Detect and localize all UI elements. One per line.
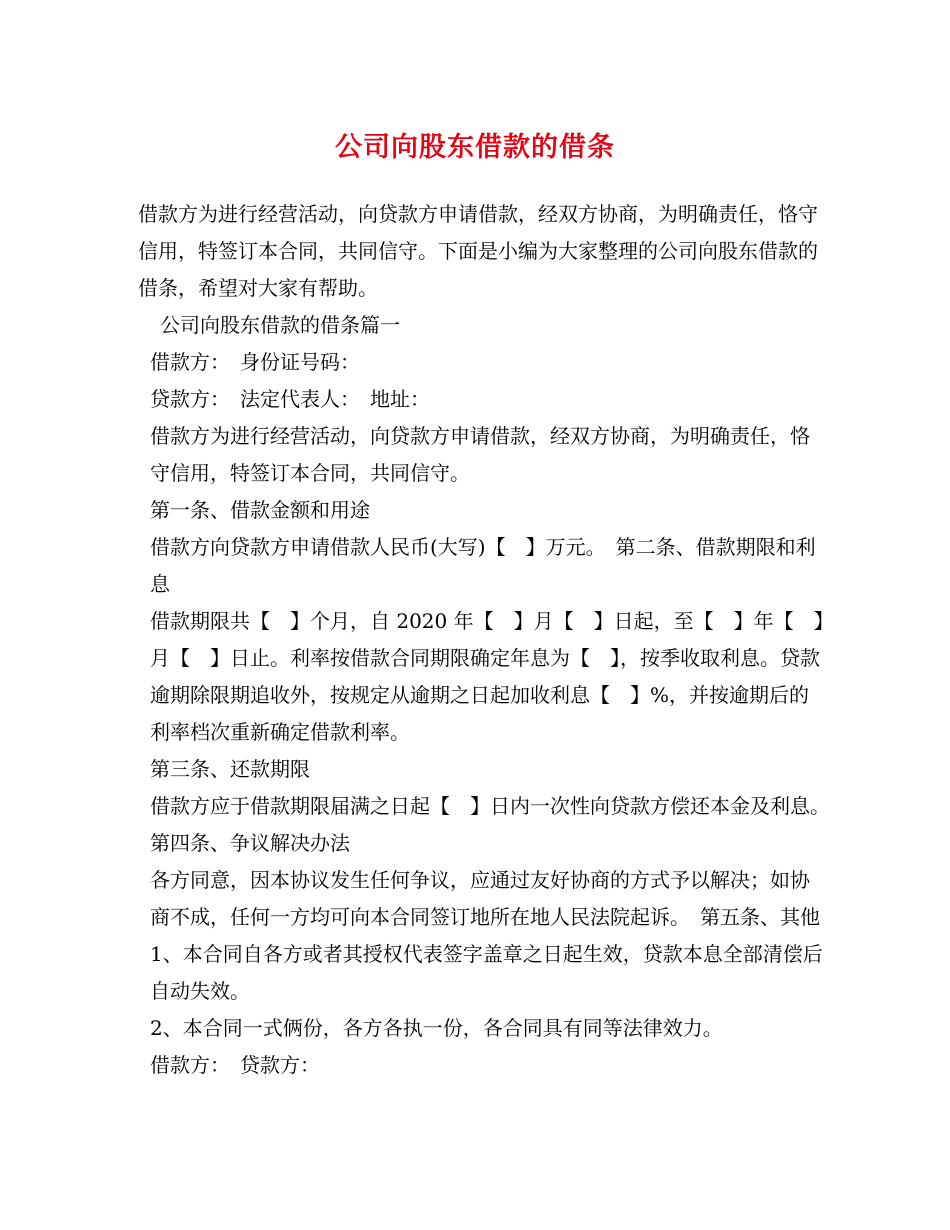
article-two-body: 借款期限共【 】个月，自 2020 年【 】月【 】日起，至【 】年【 】月【 】日止。利率按借款合同期限确定年息为【 】，按季收取利息。贷款逾期除限期追收外，按规定从逾期之日起加收利息【 】%，并按逾期后的利率档次重新确定借款利率。 [150,609,824,744]
section-heading-part-one: 公司向股东借款的借条篇一 [160,313,400,337]
document-body [138,196,840,1084]
article-three-heading: 第三条、还款期限 [150,757,310,781]
contract-preamble: 借款方为进行经营活动，向贷款方申请借款，经双方协商，为明确责任，恪守信用，特签订本合同，共同信守。 [150,424,810,485]
borrower-id-line: 借款方： 身份证号码： [150,350,360,374]
article-three-body: 借款方应于借款期限届满之日起【 】日内一次性向贷款方偿还本金及利息。 第四条、争议解决办法 [150,794,840,855]
article-four-body: 各方同意，因本协议发生任何争议，应通过友好协商的方式予以解决；如协商不成，任何一方均可向本合同签订地所在地人民法院起诉。 第五条、其他 [150,868,820,929]
article-one-heading: 第一条、借款金额和用途 [150,498,370,522]
intro-paragraph: 借款方为进行经营活动，向贷款方申请借款，经双方协商，为明确责任，恪守信用，特签订本合同，共同信守。下面是小编为大家整理的公司向股东借款的借条，希望对大家有帮助。 [138,202,818,300]
document-title: 公司向股东借款的借条 [335,132,615,163]
lender-info-line: 贷款方： 法定代表人： 地址： [150,387,430,411]
article-five-clause-one: 1、本合同自各方或者其授权代表签字盖章之日起生效，贷款本息全部清偿后自动失效。 [150,942,823,1003]
article-five-clause-two: 2、本合同一式俩份，各方各执一份，各合同具有同等法律效力。 [150,1016,723,1040]
signature-line: 借款方： 贷款方： [150,1053,320,1077]
article-one-body: 借款方向贷款方申请借款人民币(大写)【 】万元。 第二条、借款期限和利息 [150,535,816,596]
